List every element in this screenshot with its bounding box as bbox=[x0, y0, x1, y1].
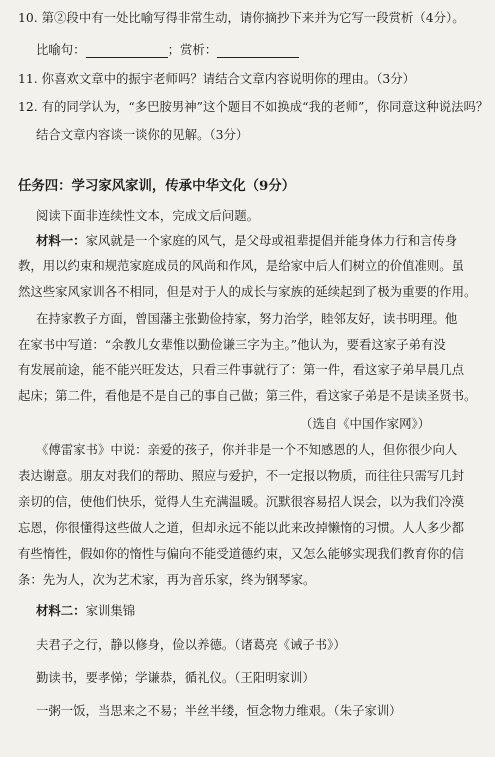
material1b-line-1: 《傅雷家书》中说：亲爱的孩子，你并非是一个不知感恩的人，但你很少向人 bbox=[36, 442, 458, 457]
question-12: 12. 有的同学认为，“多巴胺男神”这个题目不如换成“我的老师”，你同意这种说法吗？ bbox=[18, 99, 489, 114]
material1b-line-2: 表达谢意。朋友对我们的帮助、照应与爱护，不一定报以物质，而往往只需写几封 bbox=[18, 468, 465, 483]
family-motto-1: 夫君子之行，静以修身，俭以养德。（诸葛亮《诫子书》） bbox=[36, 637, 346, 652]
metaphor-label: 比喻句： bbox=[36, 42, 86, 57]
material1-line-4: 在持家教子方面，曾国藩主张勤俭持家，努力治学，睦邻友好，读书明理。他 bbox=[36, 311, 458, 326]
material1-label: 材料一： bbox=[36, 233, 86, 248]
question-11: 11. 你喜欢文章中的振宇老师吗？请结合文章内容说明你的理由。（3分） bbox=[18, 71, 416, 86]
source-citation: （选自《中国作家网》） bbox=[300, 416, 431, 431]
material2-heading bbox=[36, 603, 135, 619]
task4-intro: 阅读下面非连续性文本，完成文后问题。 bbox=[36, 208, 260, 223]
material1-line-2: 教，用以约束和规范家庭成员的风尚和作风，是给家中后人们树立的价值准则。虽 bbox=[18, 258, 465, 273]
material1b-line-4: 忘恩，你很懂得这些做人之道，但却永远不能以此来改掉懒惰的习惯。人人多少都 bbox=[18, 520, 465, 535]
question-10-answer-row bbox=[36, 42, 299, 58]
material1-line-5: 在家书中写道：“余教儿女辈惟以勤俭谦三字为主。”他认为，要看这家子弟有没 bbox=[18, 337, 446, 352]
material1b-line-6: 条：先为人，次为艺术家，再为音乐家，终为钢琴家。 bbox=[18, 572, 316, 587]
question-12-continued: 结合文章内容谈一谈你的见解。（3分） bbox=[36, 127, 249, 142]
question-10: 10. 第②段中有一处比喻写得非常生动，请你摘抄下来并为它写一段赏析（4分）。 bbox=[18, 10, 465, 25]
family-motto-2: 勤读书，要孝悌；学谦恭，循礼仪。（王阳明家训） bbox=[36, 670, 315, 685]
task4-heading: 任务四：学习家风家训，传承中华文化（9分） bbox=[18, 178, 296, 194]
material1-line-3: 然这些家风家训各不相同，但是对于人的成长与家族的延续起到了极为重要的作用。 bbox=[18, 284, 477, 299]
material1b-line-3: 亲切的信，使他们快乐，觉得人生充满温暖。沉默很容易招人误会，以为我们冷漠 bbox=[18, 494, 465, 509]
family-motto-3: 一粥一饭，当思来之不易；半丝半缕，恒念物力维艰。（朱子家训） bbox=[36, 703, 402, 718]
material1b-line-5: 有些惰性，假如你的惰性与偏向不能受道德约束，又怎么能够实现我们教育你的信 bbox=[18, 546, 465, 561]
appreciation-answer-blank[interactable] bbox=[217, 45, 299, 58]
appreciation-label: ；赏析： bbox=[167, 42, 218, 57]
material1-line-1: 材料一：家风就是一个家庭的风气，是父母或祖辈提倡并能身体力行和言传身 bbox=[36, 233, 458, 248]
metaphor-answer-blank[interactable] bbox=[86, 45, 168, 58]
material2-title: 家训集锦 bbox=[85, 603, 136, 618]
material1-line-6: 有发展前途，能不能兴旺发达，只看三件事就行了：第一件，看这家子弟早晨几点 bbox=[18, 362, 465, 377]
material2-label: 材料二： bbox=[36, 603, 86, 618]
material1-line-7: 起床；第二件，看他是不是自己的事自己做；第三件，看这家子弟是不是读圣贤书。 bbox=[18, 388, 477, 403]
